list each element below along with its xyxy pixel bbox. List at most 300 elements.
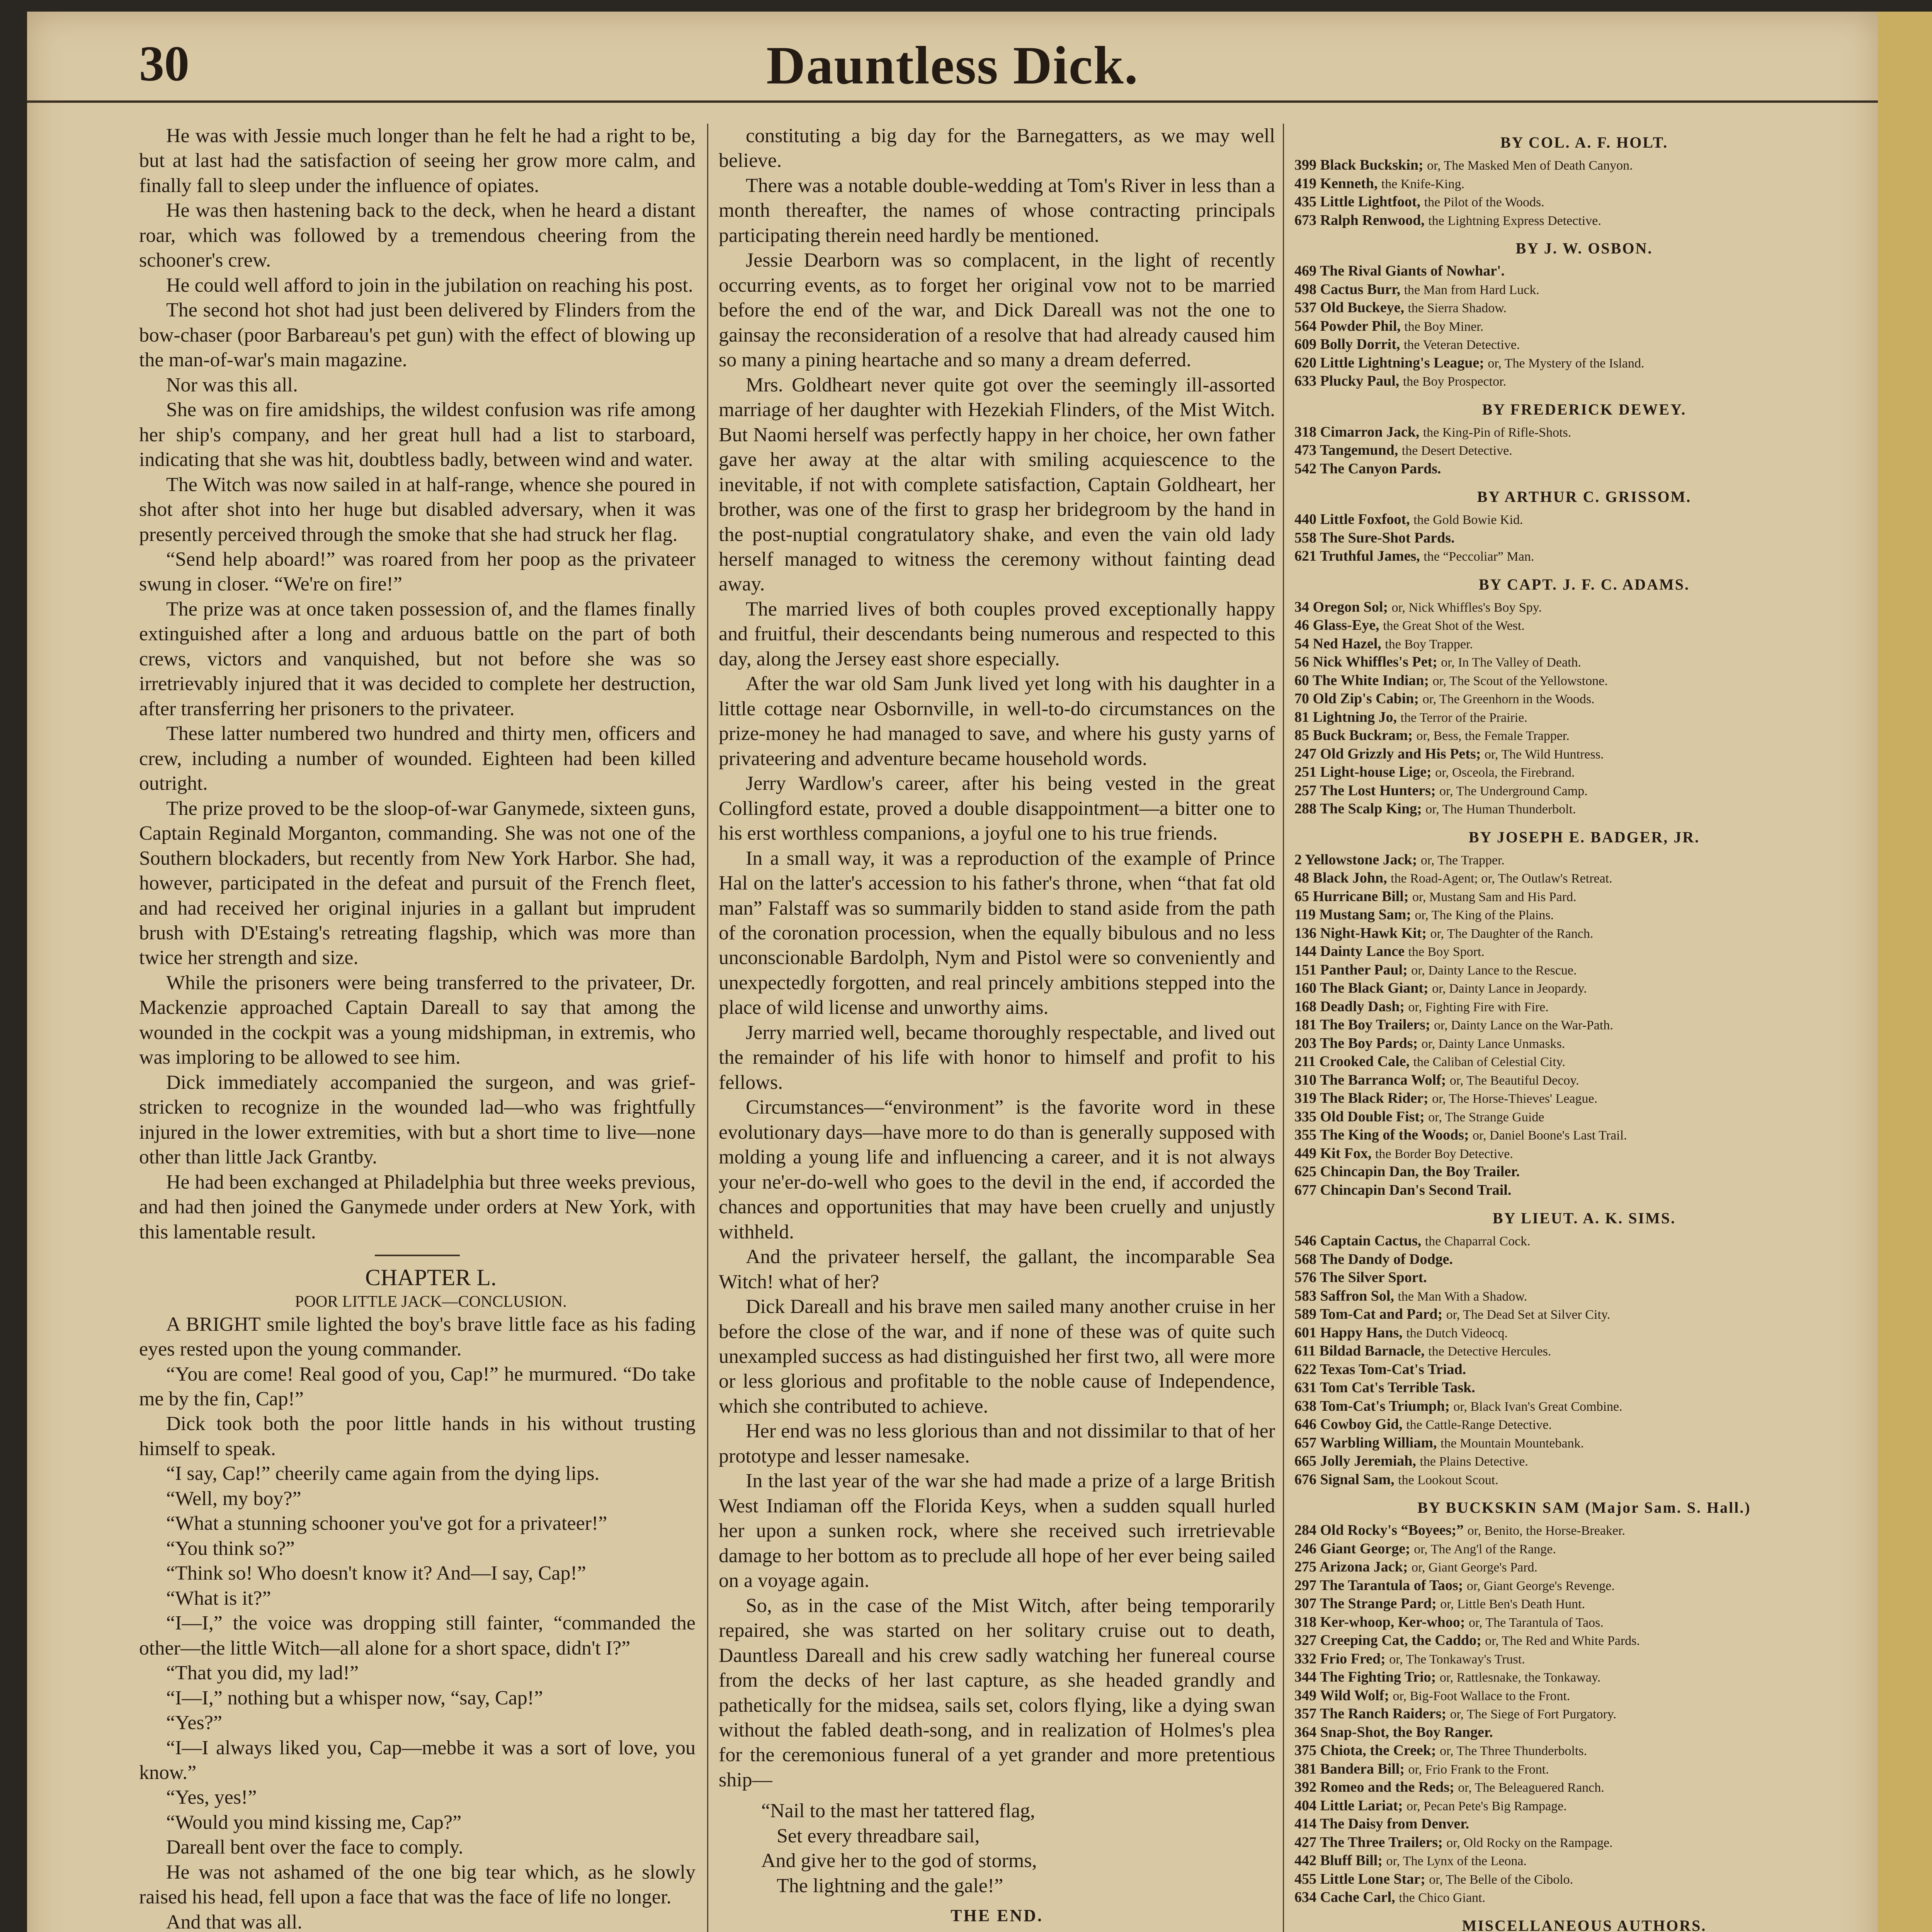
entry-subtitle: or, The Human Thunderbolt. <box>1425 802 1576 816</box>
entry-number: 657 <box>1294 1434 1320 1451</box>
paragraph: Nor was this all. <box>166 374 298 396</box>
entry-number: 168 <box>1294 998 1320 1015</box>
catalog-entry <box>1294 1723 1874 1742</box>
entry-number: 646 <box>1294 1416 1320 1432</box>
catalog-entry <box>1294 1705 1874 1723</box>
entry-subtitle: or, The Beautiful Decoy. <box>1449 1073 1579 1088</box>
catalog-entry <box>1294 726 1874 745</box>
entry-subtitle: the Lightning Express Detective. <box>1428 213 1601 228</box>
entry-number: 392 <box>1294 1779 1320 1795</box>
entry-subtitle: the Chaparral Cock. <box>1425 1234 1531 1248</box>
story-paragraphs-2 <box>139 1312 696 1932</box>
entry-title: Captain Cactus, <box>1320 1233 1425 1249</box>
entry-subtitle: or, Little Ben's Death Hunt. <box>1440 1597 1585 1611</box>
entry-title: Little Lone Star; <box>1320 1871 1429 1887</box>
catalog-sections <box>1294 133 1874 1932</box>
entry-title: The Ranch Raiders; <box>1320 1706 1450 1722</box>
catalog-entry <box>1294 1071 1874 1090</box>
entry-subtitle: or, Giant George's Revenge. <box>1466 1578 1615 1593</box>
entry-title: The Boy Pards; <box>1320 1035 1422 1051</box>
entry-title: The Boy Trailers; <box>1320 1017 1434 1033</box>
entry-number: 275 <box>1294 1559 1320 1575</box>
entry-title: Dainty Lance <box>1320 943 1408 959</box>
poem-line: Set every threadbare sail, <box>777 1825 980 1847</box>
catalog-entry <box>1294 1778 1874 1797</box>
entry-number: 583 <box>1294 1287 1320 1304</box>
entry-number: 211 <box>1294 1053 1320 1070</box>
entry-title: Signal Sam, <box>1320 1471 1398 1488</box>
column-divider <box>707 124 708 1932</box>
paragraph: “I—I always liked you, Cap—mebbe it was a sort of love, you know.” <box>139 1736 696 1784</box>
entry-title: The Barranca Wolf; <box>1320 1071 1450 1088</box>
catalog-entry <box>1294 1181 1874 1200</box>
entry-title: Little Foxfoot, <box>1320 511 1414 527</box>
entry-subtitle: the Man from Hard Luck. <box>1404 282 1539 297</box>
entry-title: The White Indian; <box>1312 672 1433 689</box>
paragraph: The prize was at once taken possession of, and the flames finally extinguished after a long and arduous battle on the part of both crews, victors and vanquished, but not before she was so irretrievably injured that it was decided to complete her destruction, after transferring her prisoners to the privateer. <box>139 598 696 720</box>
entry-number: 399 <box>1294 157 1320 173</box>
catalog-entry <box>1294 423 1874 442</box>
entry-number: 546 <box>1294 1233 1320 1249</box>
entry-title: The Lost Hunters; <box>1320 782 1440 799</box>
entry-subtitle: or, Daniel Boone's Last Trail. <box>1473 1128 1627 1143</box>
entry-number: 427 <box>1294 1834 1320 1850</box>
paragraph: Dick took both the poor little hands in his without trusting himself to speak. <box>139 1413 696 1460</box>
entry-title: Night-Hawk Kit; <box>1320 925 1430 941</box>
entry-subtitle: or, Giant George's Pard. <box>1411 1560 1538 1575</box>
entry-title: Ralph Renwood, <box>1320 212 1429 228</box>
paragraph: After the war old Sam Junk lived yet long with his daughter in a little cottage near Osbornville, in well-to-do circumstances on the prize-money he had managed to save, and where his gusty yarns of privateering and adventure became household words. <box>719 673 1275 770</box>
entry-number: 498 <box>1294 281 1320 298</box>
entry-number: 203 <box>1294 1035 1320 1051</box>
entry-title: Warbling William, <box>1320 1434 1440 1451</box>
catalog-entry <box>1294 441 1874 460</box>
entry-number: 435 <box>1294 194 1320 210</box>
catalog-entry <box>1294 635 1874 653</box>
catalog-entry <box>1294 1361 1874 1379</box>
entry-title: Happy Hans, <box>1320 1324 1406 1341</box>
paragraph: “Send help aboard!” was roared from her poop as the privateer swung in closer. “We're on fire!” <box>139 548 696 595</box>
catalog-entry <box>1294 653 1874 672</box>
entry-subtitle: or, Big-Foot Wallace to the Front. <box>1393 1689 1570 1703</box>
catalog-entry <box>1294 335 1874 354</box>
entry-number: 144 <box>1294 943 1320 959</box>
catalog-entry <box>1294 317 1874 336</box>
catalog-entry <box>1294 1089 1874 1108</box>
entry-number: 568 <box>1294 1251 1320 1267</box>
catalog-entry <box>1294 1870 1874 1889</box>
paragraph: “Well, my boy?” <box>166 1487 301 1510</box>
paragraph: “Yes, yes!” <box>166 1786 257 1809</box>
catalog-entry <box>1294 942 1874 961</box>
entry-number: 307 <box>1294 1595 1320 1612</box>
catalog-entry <box>1294 1668 1874 1687</box>
entry-title: Giant George; <box>1320 1540 1414 1557</box>
entry-number: 601 <box>1294 1324 1320 1341</box>
paragraph: Circumstances—“environment” is the favorite word in these evolutionary days—have more to do than is generally supposed with molding a young life and influencing a career, and it is not always your ne'er-do-well who goes to the devil in the end, if accorded the chances and opportunities that may have been cruelly and unjustly withheld. <box>719 1096 1275 1243</box>
the-end: THE END. <box>951 1906 1043 1925</box>
catalog-entry <box>1294 924 1874 943</box>
catalog-entry <box>1294 1540 1874 1558</box>
catalog-entry <box>1294 1250 1874 1269</box>
entry-title: Crooked Cale, <box>1319 1053 1413 1070</box>
entry-number: 160 <box>1294 980 1320 996</box>
entry-title: Buck Buckram; <box>1313 727 1417 743</box>
catalog-entry <box>1294 1760 1874 1779</box>
entry-subtitle: the Boy Trapper. <box>1385 637 1473 651</box>
entry-number: 136 <box>1294 925 1320 941</box>
author-heading: BY CAPT. J. F. C. ADAMS. <box>1478 575 1690 593</box>
entry-subtitle: the Veteran Detective. <box>1403 338 1520 352</box>
catalog-entry <box>1294 1397 1874 1416</box>
entry-number: 414 <box>1294 1816 1320 1832</box>
entry-number: 634 <box>1294 1889 1320 1905</box>
poem-line: “Nail to the mast her tattered flag, <box>761 1800 1035 1822</box>
entry-title: The Sure-Shot Pards. <box>1320 529 1455 546</box>
paragraph: He was with Jessie much longer than he felt he had a right to be, but at last had the satisfaction of seeing her grow more calm, and finally fall to sleep under the influence of opiates. <box>139 125 696 197</box>
paragraph: In a small way, it was a reproduction of the example of Prince Hal on the latter's accession to his father's throne, when “that fat old man” Falstaff was so summarily bidden to stand aside from the path of the coronation procession, when the equally bibulous and no less unconscionable Bardolph, Nym and Pistol were so conveniently and unexpectedly forgotten, and real princely ambitions stepped into the place of wild license and unworthy aims. <box>719 847 1275 1019</box>
paragraph: The married lives of both couples proved exceptionally happy and fruitful, their descendants being numerous and respected to this day, along the Jersey east shore especially. <box>719 598 1275 670</box>
entry-subtitle: or, Dainty Lance in Jeopardy. <box>1432 981 1587 996</box>
catalog-entry <box>1294 961 1874 980</box>
entry-title: Old Rocky's “Boyees;” <box>1320 1522 1468 1538</box>
catalog-entry <box>1294 763 1874 782</box>
catalog-entry <box>1294 869 1874 888</box>
catalog-entry <box>1294 1145 1874 1163</box>
entry-number: 673 <box>1294 212 1320 228</box>
newspaper-page <box>27 12 1878 1932</box>
entry-title: Tom-Cat and Pard; <box>1320 1306 1446 1322</box>
entry-number: 349 <box>1294 1687 1320 1704</box>
entry-subtitle: or, The Red and White Pards. <box>1485 1634 1640 1648</box>
entry-subtitle: or, Rattlesnake, the Tonkaway. <box>1439 1670 1601 1685</box>
entry-title: Old Grizzly and His Pets; <box>1320 745 1485 762</box>
entry-title: Bandera Bill; <box>1320 1760 1408 1777</box>
catalog-entry <box>1294 1126 1874 1145</box>
paragraph: There was a notable double-wedding at Tom's River in less than a month thereafter, the names of whose contracting principals participating therein need hardly be mentioned. <box>719 174 1275 247</box>
catalog-entry <box>1294 1269 1874 1287</box>
entry-subtitle: or, The Horse-Thieves' League. <box>1432 1092 1598 1106</box>
paragraph: “I—I,” nothing but a whisper now, “say, Cap!” <box>166 1687 543 1709</box>
entry-title: Creeping Cat, the Caddo; <box>1320 1632 1485 1648</box>
entry-number: 375 <box>1294 1742 1320 1759</box>
paragraph: These latter numbered two hundred and thirty men, officers and crew, including a number of wounded. Eighteen had been killed outright. <box>139 723 696 795</box>
entry-subtitle: or, Dainty Lance on the War-Path. <box>1434 1018 1613 1032</box>
paragraph: The second hot shot had just been delivered by Flinders from the bow-chaser (poor Barbareau's pet gun) with the effect of blowing up the man-of-war's main magazine. <box>139 299 696 371</box>
catalog-entry <box>1294 708 1874 727</box>
entry-number: 576 <box>1294 1269 1320 1286</box>
entry-subtitle: the Man With a Shadow. <box>1398 1289 1527 1304</box>
entry-title: The Rival Giants of Nowhar'. <box>1320 263 1505 279</box>
entry-title: The Tarantula of Taos; <box>1320 1577 1467 1594</box>
paragraph: “Would you mind kissing me, Cap?” <box>166 1811 462 1833</box>
author-heading: BY COL. A. F. HOLT. <box>1500 134 1668 151</box>
paragraph: The prize proved to be the sloop-of-war Ganymede, sixteen guns, Captain Reginald Morganton, commanding. She was not one of the Southern blockaders, but recently from New York Harbor. She had, however, participated in the defeat and pursuit of the French fleet, and had received her original injuries in a gallant but imprudent brush with D'Estaing's retreating flagship, which was more than twice her strength and size. <box>139 797 696 969</box>
entry-number: 327 <box>1294 1632 1320 1648</box>
catalog-entry <box>1294 1415 1874 1434</box>
catalog-entry <box>1294 547 1874 566</box>
entry-title: Plucky Paul, <box>1320 373 1403 389</box>
entry-title: Frio Fred; <box>1320 1650 1389 1667</box>
entry-subtitle: or, Black Ivan's Great Combine. <box>1453 1399 1622 1414</box>
paragraph: In the last year of the war she had made a prize of a large British West Indiaman off the Florida Keys, when a sudden squall hurled her upon a sunken rock, where she received such irretrievable damage to her bottom as to preclude all hope of her ever being sailed on a voyage again. <box>719 1470 1275 1592</box>
entry-title: Panther Paul; <box>1320 961 1412 978</box>
entry-subtitle: or, Benito, the Horse-Breaker. <box>1467 1524 1625 1538</box>
catalog-entry <box>1294 1342 1874 1361</box>
entry-number: 70 <box>1294 690 1313 707</box>
entry-subtitle: or, The Underground Camp. <box>1439 784 1588 798</box>
entry-number: 609 <box>1294 336 1320 352</box>
poem-line: The lightning and the gale!” <box>777 1874 1003 1897</box>
author-heading: BY BUCKSKIN SAM (Major Sam. S. Hall.) <box>1417 1499 1751 1516</box>
entry-title: Kenneth, <box>1320 175 1381 192</box>
entry-title: The Fighting Trio; <box>1320 1669 1440 1685</box>
catalog-entry <box>1294 1016 1874 1034</box>
entry-title: The King of the Woods; <box>1320 1127 1473 1143</box>
author-heading: BY FREDERICK DEWEY. <box>1482 400 1687 418</box>
entry-number: 381 <box>1294 1760 1320 1777</box>
paragraph: Jerry married well, became thoroughly respectable, and lived out the remainder of his life with honor to himself and profit to his fellows. <box>719 1021 1275 1094</box>
entry-number: 310 <box>1294 1071 1320 1088</box>
paragraph: Mrs. Goldheart never quite got over the seemingly ill-assorted marriage of her daughter with Hezekiah Flinders, of the Mist Witch. But Naomi herself was perfectly happy in her choice, her own father gave her away at the altar with smiling acquiescence to the inevitable, if not with complete satisfaction, Captain Goldheart, her brother, was one of the first to grasp her bridegroom by the hand in the post-nuptial congratulatory shake, and even the vain old lady herself managed to witness the ceremony without fainting dead away. <box>719 374 1275 595</box>
paragraph: “I say, Cap!” cheerily came again from the dying lips. <box>166 1463 600 1485</box>
paragraph: And that was all. <box>166 1911 303 1932</box>
entry-number: 119 <box>1294 906 1320 923</box>
entry-title: The Canyon Pards. <box>1320 460 1441 477</box>
entry-subtitle: or, The Strange Guide <box>1428 1110 1544 1124</box>
entry-subtitle: or, The Dead Set at Silver City. <box>1446 1308 1611 1322</box>
entry-title: The Strange Pard; <box>1320 1595 1440 1612</box>
entry-subtitle: or, The Wild Huntress. <box>1484 747 1604 762</box>
entry-title: Cimarron Jack, <box>1320 423 1423 440</box>
paragraph: And the privateer herself, the gallant, the incomparable Sea Witch! what of her? <box>719 1246 1275 1293</box>
entry-title: Hurricane Bill; <box>1313 888 1413 905</box>
entry-subtitle: or, Dainty Lance to the Rescue. <box>1411 963 1577 978</box>
catalog-entry <box>1294 998 1874 1016</box>
catalog-entry <box>1294 616 1874 635</box>
entry-title: Ker-whoop, Ker-whoo; <box>1320 1614 1469 1630</box>
author-heading: BY JOSEPH E. BADGER, JR. <box>1468 828 1700 846</box>
catalog-entry <box>1294 262 1874 281</box>
catalog-entry <box>1294 1379 1874 1397</box>
entry-subtitle: or, Old Rocky on the Rampage. <box>1446 1835 1613 1850</box>
entry-title: Romeo and the Reds; <box>1320 1779 1458 1795</box>
entry-number: 85 <box>1294 727 1313 743</box>
catalog-entry <box>1294 1852 1874 1870</box>
catalog-entry <box>1294 281 1874 299</box>
entry-number: 620 <box>1294 354 1320 371</box>
entry-number: 449 <box>1294 1145 1320 1162</box>
entry-subtitle: or, The Three Thunderbolts. <box>1440 1744 1587 1758</box>
entry-title: The Dandy of Dodge. <box>1320 1251 1453 1267</box>
catalog-entry <box>1294 598 1874 617</box>
entry-subtitle: or, The Trapper. <box>1420 853 1505 867</box>
entry-number: 54 <box>1294 635 1313 652</box>
entry-number: 46 <box>1294 617 1313 633</box>
entry-title: Jolly Jeremiah, <box>1320 1453 1420 1469</box>
entry-subtitle: the Boy Sport. <box>1408 945 1485 959</box>
entry-number: 246 <box>1294 1540 1320 1557</box>
entry-number: 251 <box>1294 764 1320 780</box>
entry-number: 247 <box>1294 745 1320 762</box>
entry-title: Cactus Burr, <box>1320 281 1404 298</box>
catalog-column <box>1294 124 1874 1932</box>
entry-number: 440 <box>1294 511 1320 527</box>
entry-title: Bluff Bill; <box>1320 1852 1386 1869</box>
entry-title: Snap-Shot, the Boy Ranger. <box>1320 1724 1493 1740</box>
entry-subtitle: or, Dainty Lance Unmasks. <box>1421 1036 1565 1051</box>
paragraph: “I—I,” the voice was dropping still fainter, “commanded the other—the little Witch—all alone for a short space, didn't I?” <box>139 1612 696 1659</box>
entry-number: 60 <box>1294 672 1313 689</box>
entry-subtitle: the Gold Bowie Kid. <box>1413 513 1523 527</box>
poem-line: And give her to the god of storms, <box>761 1850 1037 1872</box>
entry-number: 355 <box>1294 1127 1320 1143</box>
entry-title: Saffron Sol, <box>1320 1287 1398 1304</box>
entry-number: 288 <box>1294 801 1320 817</box>
entry-number: 638 <box>1294 1398 1320 1414</box>
entry-number: 344 <box>1294 1669 1320 1685</box>
paragraph: Her end was no less glorious than and not dissimilar to that of her prototype and lesser namesake. <box>719 1420 1275 1467</box>
catalog-entry <box>1294 175 1874 193</box>
entry-number: 442 <box>1294 1852 1320 1869</box>
entry-number: 611 <box>1294 1343 1320 1359</box>
entry-title: Deadly Dash; <box>1320 998 1408 1015</box>
entry-number: 537 <box>1294 299 1320 316</box>
entry-subtitle: or, The Greenhorn in the Woods. <box>1422 692 1595 706</box>
entry-subtitle: the Chico Giant. <box>1399 1891 1485 1905</box>
catalog-entry <box>1294 1595 1874 1613</box>
entry-number: 558 <box>1294 529 1320 546</box>
chapter-title: CHAPTER L. <box>365 1265 497 1291</box>
catalog-entry <box>1294 745 1874 764</box>
entry-subtitle: or, The King of the Plains. <box>1415 908 1554 922</box>
entry-title: Mustang Sam; <box>1319 906 1415 923</box>
entry-subtitle: or, Frio Frank to the Front. <box>1408 1762 1549 1777</box>
entry-subtitle: the Boy Prospector. <box>1403 374 1507 389</box>
entry-number: 589 <box>1294 1306 1320 1322</box>
paragraph: The Witch was now sailed in at half-range, whence she poured in shot after shot into her huge but disabled adversary, when it was presently perceived through the smoke that she had struck her flag. <box>139 473 696 546</box>
column-divider <box>1283 124 1284 1932</box>
catalog-entry <box>1294 800 1874 818</box>
entry-title: Tom Cat's Terrible Task. <box>1320 1379 1475 1396</box>
story-column-2 <box>719 124 1275 1932</box>
entry-number: 332 <box>1294 1650 1320 1667</box>
catalog-entry <box>1294 299 1874 317</box>
entry-title: Arizona Jack; <box>1319 1559 1412 1575</box>
entry-number: 65 <box>1294 888 1313 905</box>
entry-number: 469 <box>1294 263 1320 279</box>
entry-number: 34 <box>1294 599 1313 615</box>
entry-title: Light-house Lige; <box>1320 764 1435 780</box>
paragraph: While the prisoners were being transferred to the privateer, Dr. Mackenzie approached Captain Dareall to say that among the wounded in the cockpit was a young midshipman, in extremis, who was imploring to be allowed to see him. <box>139 971 696 1069</box>
paragraph: constituting a big day for the Barnegatters, as we may well believe. <box>719 125 1275 172</box>
entry-subtitle: the Terror of the Prairie. <box>1400 710 1527 725</box>
entry-number: 257 <box>1294 782 1320 799</box>
entry-title: Glass-Eye, <box>1313 617 1383 633</box>
catalog-entry <box>1294 690 1874 708</box>
paragraph: Dick immediately accompanied the surgeon, and was grief-stricken to recognize in the wounded lad—who was frightfully injured in the lower extremities, with but a short time to live—none other than little Jack Grantby. <box>139 1071 696 1168</box>
entry-number: 633 <box>1294 373 1320 389</box>
entry-title: Lightning Jo, <box>1313 709 1401 725</box>
entry-title: Cache Carl, <box>1320 1889 1399 1905</box>
entry-title: Truthful James, <box>1320 548 1424 564</box>
paragraph: Jessie Dearborn was so complacent, in the light of recently occurring events, as to forget her original vow not to be married before the end of the war, and Dick Dareall was not the one to gainsay the reconsideration of a resolve that had already caused him so many a pining heartache and so many a dream deferred. <box>719 249 1275 371</box>
entry-subtitle: the Border Boy Detective. <box>1375 1146 1513 1161</box>
catalog-entry <box>1294 1797 1874 1815</box>
paragraph: Dareall bent over the face to comply. <box>166 1836 464 1859</box>
catalog-entry <box>1294 1577 1874 1595</box>
entry-number: 625 <box>1294 1163 1320 1180</box>
paragraph: He could well afford to join in the jubilation on reaching his post. <box>166 274 693 296</box>
entry-subtitle: or, Pecan Pete's Big Rampage. <box>1406 1799 1567 1813</box>
entry-title: Black John, <box>1313 870 1391 886</box>
entry-number: 318 <box>1294 1614 1320 1630</box>
entry-subtitle: the Mountain Mountebank. <box>1440 1436 1584 1451</box>
entry-title: Yellowstone Jack; <box>1305 851 1421 868</box>
entry-subtitle: or, The Belle of the Cibolo. <box>1429 1872 1573 1887</box>
entry-number: 357 <box>1294 1706 1320 1722</box>
entry-title: Little Lightning's League; <box>1320 354 1488 371</box>
entry-subtitle: the Cattle-Range Detective. <box>1406 1418 1552 1432</box>
entry-title: The Three Trailers; <box>1320 1834 1447 1850</box>
entry-subtitle: or, Osceola, the Firebrand. <box>1435 765 1575 780</box>
catalog-entry <box>1294 782 1874 800</box>
entry-title: Old Zip's Cabin; <box>1313 690 1423 707</box>
entry-subtitle: the Caliban of Celestial City. <box>1413 1055 1565 1069</box>
entry-subtitle: or, The Masked Men of Death Canyon. <box>1427 158 1633 173</box>
entry-subtitle: the Detective Hercules. <box>1428 1344 1551 1359</box>
catalog-entry <box>1294 1888 1874 1907</box>
story-paragraphs-3 <box>719 124 1275 1793</box>
entry-subtitle: the Sierra Shadow. <box>1408 301 1507 315</box>
entry-number: 542 <box>1294 460 1320 477</box>
catalog-entry <box>1294 906 1874 924</box>
entry-title: The Black Giant; <box>1320 980 1432 996</box>
entry-subtitle: the Dutch Videocq. <box>1406 1326 1508 1340</box>
catalog-entry <box>1294 1815 1874 1833</box>
catalog-entry <box>1294 1833 1874 1852</box>
entry-subtitle: or, The Daughter of the Ranch. <box>1430 926 1594 941</box>
paragraph: He had been exchanged at Philadelphia but three weeks previous, and had then joined the Ganymede under orders at New York, with this lamentable result. <box>139 1171 696 1243</box>
entry-number: 564 <box>1294 318 1320 334</box>
catalog-entry <box>1294 1108 1874 1126</box>
catalog-entry <box>1294 1613 1874 1632</box>
catalog-entry <box>1294 979 1874 998</box>
page-number: 30 <box>139 36 189 92</box>
catalog-entry <box>1294 1650 1874 1668</box>
entry-number: 419 <box>1294 175 1320 192</box>
paragraph: “You are come! Real good of you, Cap!” he murmured. “Do take me by the fin, Cap!” <box>139 1363 696 1410</box>
catalog-entry <box>1294 354 1874 372</box>
catalog-entry <box>1294 888 1874 906</box>
author-heading: BY J. W. OSBON. <box>1515 240 1653 257</box>
entry-subtitle: the Road-Agent; or, The Outlaw's Retreat. <box>1391 871 1612 886</box>
entry-title: Bildad Barnacle, <box>1319 1343 1429 1359</box>
paragraph: “What a stunning schooner you've got for a privateer!” <box>166 1512 607 1535</box>
catalog-entry <box>1294 1471 1874 1489</box>
catalog-entry <box>1294 851 1874 869</box>
entry-title: Texas Tom-Cat's Triad. <box>1320 1361 1466 1378</box>
catalog-entry <box>1294 156 1874 175</box>
paragraph: She was on fire amidships, the wildest confusion was rife among her ship's company, and her great hull had a list to starboard, indicating that she was hit, doubtless badly, between wind and water. <box>139 399 696 471</box>
paragraph: So, as in the case of the Mist Witch, after being temporarily repaired, she was started on her solitary cruise out to death, Dauntless Dareall and his crew sadly watching her funereal course from the decks of her last capture, as she headed grandly and pathetically for the midsea, sails set, colors flying, like a dying swan without the fabled death-song, and in realization of Holmes's plea for the ceremonious funeral of a yet grander and more pretentious ship— <box>719 1594 1275 1791</box>
poem <box>761 1799 1275 1898</box>
entry-title: Wild Wolf; <box>1320 1687 1393 1704</box>
entry-number: 297 <box>1294 1577 1320 1594</box>
catalog-entry <box>1294 529 1874 548</box>
paragraph: Dick Dareall and his brave men sailed many another cruise in her before the close of the war, and if none of these was of quite such unexampled success as had distinguished her first two, all were more or less glorious and profitable to the noble cause of Independence, which she contributed to achieve. <box>719 1296 1275 1417</box>
entry-subtitle: the Pilot of the Woods. <box>1424 195 1544 209</box>
